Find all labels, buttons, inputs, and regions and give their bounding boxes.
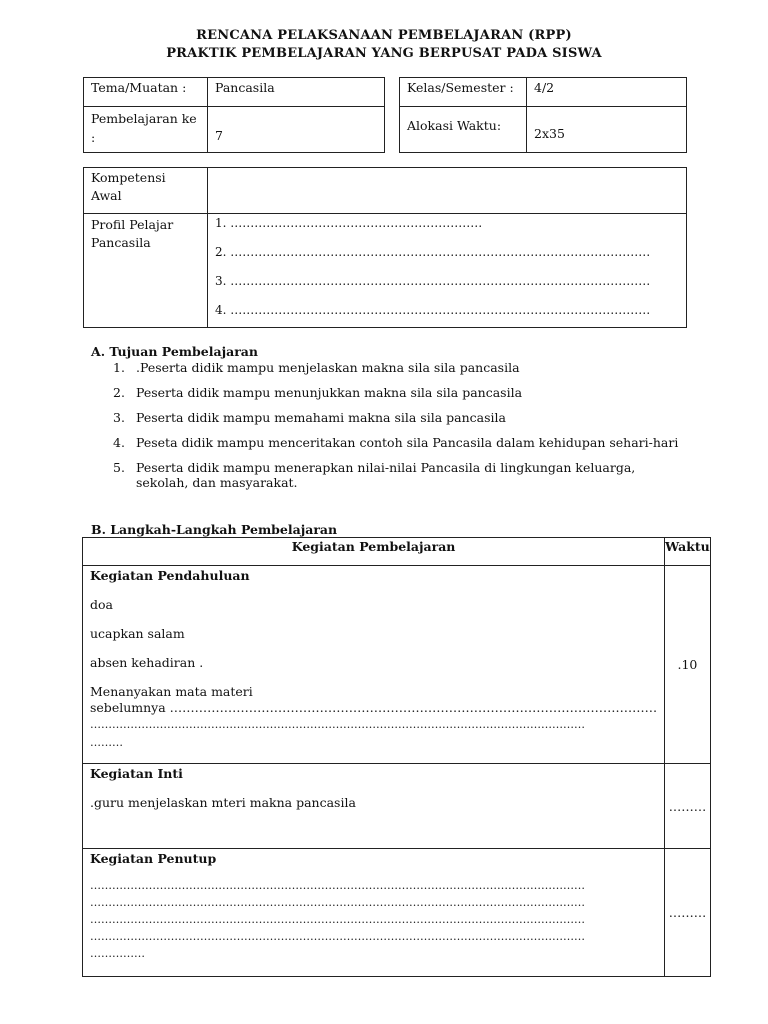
inti-title: Kegiatan Inti [90, 766, 183, 781]
inti-waktu: ……… [668, 798, 707, 814]
goal-number: 4. [113, 435, 125, 450]
goal-text: Peserta didik mampu menunjukkan makna sila sila pancasila [136, 385, 523, 400]
kelas-value: 4/2 [534, 80, 555, 95]
pendahuluan-step: doa [90, 597, 113, 612]
goal-number: 1. [113, 360, 125, 375]
profil-item: 1. ……………………………………………………… [215, 216, 483, 230]
profil-item: 3. …………………………………………………………………………………………… [215, 274, 651, 288]
goal-text: Peserta didik mampu menerapkan nilai-nilai Pancasila di lingkungan keluarga, sekolah, dan masyarakat. [136, 460, 636, 490]
goal-item [91, 410, 681, 425]
kompetensi-table [83, 167, 687, 328]
profil-item: 4. …………………………………………………………………………………………… [215, 303, 651, 317]
penutup-dots: ……………………………………………………………………………………………………………………… [90, 930, 585, 943]
goal-item [91, 460, 681, 490]
pendahuluan-dots: ……………………………………………………………………………………………………………………… [90, 718, 585, 731]
pembelajaran-value: 7 [215, 128, 223, 143]
pendahuluan-step-dots: sebelumnya ……………………………………………………………………………………………………… [90, 700, 658, 715]
goals-list [91, 360, 681, 500]
goal-item [91, 360, 681, 375]
langkah-table [82, 537, 711, 977]
pendahuluan-title: Kegiatan Pendahuluan [90, 568, 250, 583]
info-right-table [399, 77, 687, 153]
penutup-title: Kegiatan Penutup [90, 851, 217, 866]
penutup-dots: ……………………………………………………………………………………………………………………… [90, 913, 585, 926]
profil-item: 2. …………………………………………………………………………………………… [215, 245, 651, 259]
profil-label: Profil Pelajar [91, 217, 174, 232]
inti-text: .guru menjelaskan mteri makna pancasila [90, 795, 356, 810]
penutup-dots: ……………………………………………………………………………………………………………………… [90, 879, 585, 892]
info-left-table [83, 77, 385, 153]
col-waktu-header: Waktu [665, 539, 710, 554]
profil-label-2: Pancasila [91, 235, 151, 250]
kompetensi-label: Kompetensi [91, 170, 166, 185]
pembelajaran-label: Pembelajaran ke [91, 111, 197, 126]
pembelajaran-label-colon: : [91, 130, 96, 145]
penutup-waktu: ……… [668, 905, 707, 920]
kompetensi-label-2: Awal [91, 188, 122, 203]
penutup-dots: …………… [90, 947, 145, 960]
tema-label: Tema/Muatan : [91, 80, 187, 95]
pendahuluan-step: absen kehadiran . [90, 655, 204, 670]
page-title: RENCANA PELAKSANAAN PEMBELAJARAN (RPP) [196, 28, 572, 43]
kelas-label: Kelas/Semester : [407, 80, 514, 95]
pendahuluan-step: ucapkan salam [90, 626, 185, 641]
goal-text: Peserta didik mampu memahami makna sila sila pancasila [136, 410, 506, 425]
penutup-dots: ……………………………………………………………………………………………………………………… [90, 896, 585, 909]
pendahuluan-step: Menanyakan mata materi [90, 684, 253, 699]
goal-number: 5. [113, 460, 125, 475]
tema-value: Pancasila [215, 80, 275, 95]
goal-item [91, 435, 681, 450]
goal-text: .Peserta didik mampu menjelaskan makna sila sila pancasila [136, 360, 520, 375]
page-subtitle: PRAKTIK PEMBELAJARAN YANG BERPUSAT PADA SISWA [166, 46, 602, 61]
goal-number: 3. [113, 410, 125, 425]
goal-item [91, 385, 681, 400]
col-kegiatan-header: Kegiatan Pembelajaran [291, 539, 456, 554]
pendahuluan-waktu: .10 [677, 657, 698, 672]
alokasi-label: Alokasi Waktu: [407, 118, 502, 133]
alokasi-value: 2x35 [534, 126, 565, 141]
section-a-heading: A. Tujuan Pembelajaran [91, 344, 258, 359]
goal-text: Peseta didik mampu menceritakan contoh sila Pancasila dalam kehidupan sehari-hari [136, 435, 679, 450]
section-b-heading: B. Langkah-Langkah Pembelajaran [91, 522, 338, 537]
goal-number: 2. [113, 385, 125, 400]
pendahuluan-dots: ……… [90, 736, 123, 749]
